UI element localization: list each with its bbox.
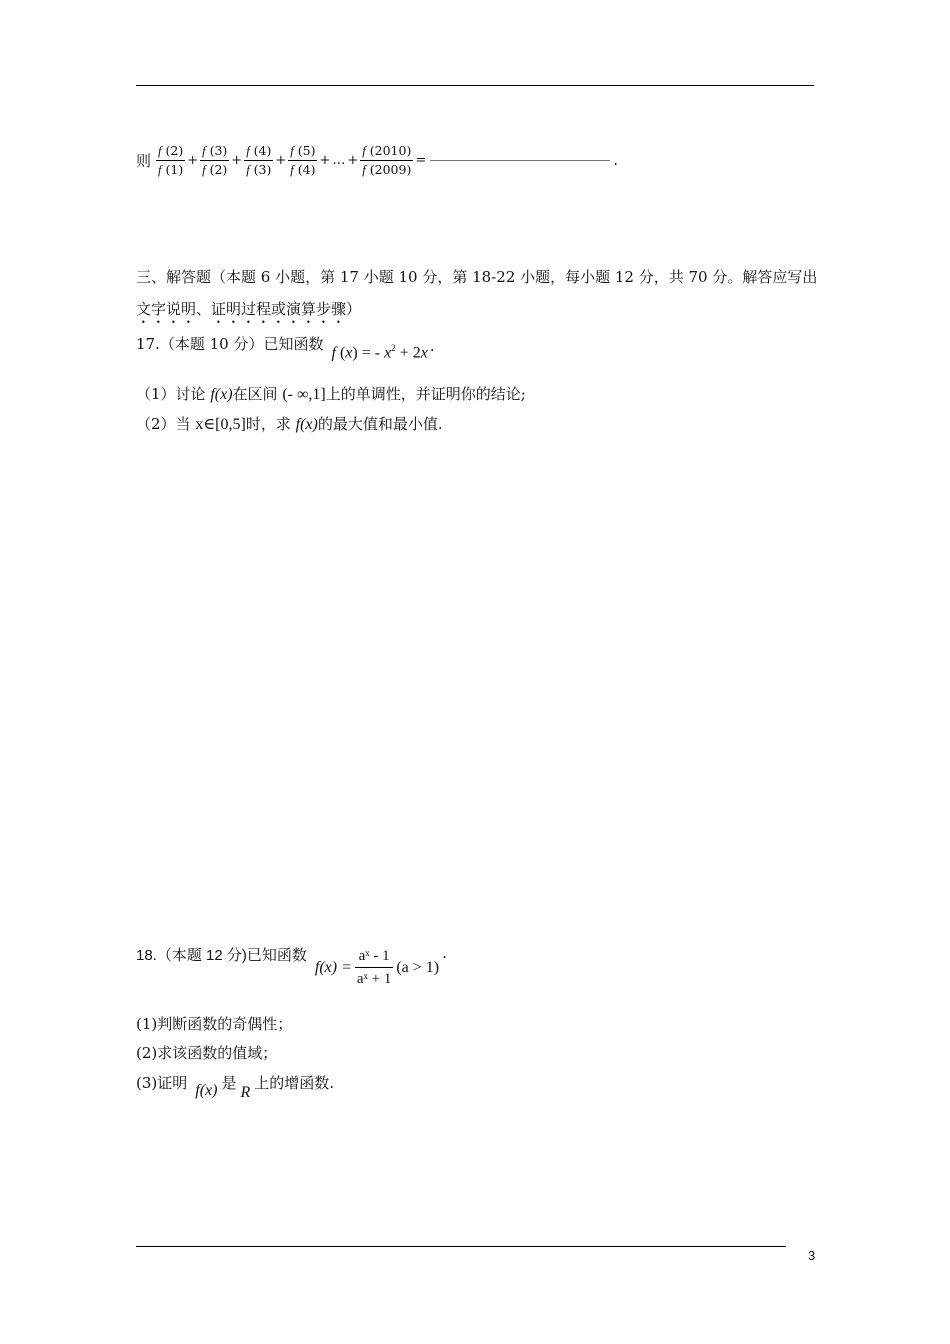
footer-rule — [136, 1246, 786, 1247]
q17-part1-interval: (- ∞,1] — [282, 386, 326, 403]
fraction-num: (4) — [253, 142, 272, 158]
fraction-num: (2010) — [369, 142, 412, 158]
answer-blank — [430, 159, 610, 161]
q17-part1-lead: （1）讨论 — [136, 385, 206, 403]
q17-part2-lead: （2）当 — [136, 415, 191, 433]
fraction-den: (2009) — [369, 161, 412, 177]
fraction-den: (4) — [297, 161, 316, 177]
fraction-term-1: $\frac{f (2)}{f (1)}$ — [158, 142, 184, 177]
q17-part1-fx: f(x) — [210, 386, 233, 403]
q17-part1 — [136, 383, 526, 404]
q17-stem: 17.（本题 10 分）已知函数 f (x) = - $x^2 + 2x$ . — [136, 335, 435, 362]
q18-part3-R: R — [240, 1084, 251, 1101]
fraction-term-last: $\frac{f (2010)}{f (2009)}$ — [362, 142, 412, 177]
fraction-den: (2) — [209, 161, 228, 177]
q17-label: 17.（本题 10 分）已知函数 — [136, 335, 324, 353]
q18-part3-tail: 上的增函数. — [254, 1074, 335, 1092]
q17-part2-fx: f(x) — [295, 416, 318, 433]
fraction-term-2: $\frac{f (3)}{f (2)}$ — [202, 142, 228, 177]
q18-part3 — [136, 1072, 334, 1102]
q18-fraction-den: aˣ + 1 — [356, 971, 392, 987]
q18-stem: 18.（本题 12 分)已知函数 f(x) = $\frac{\text{aˣ - 1}}{\text{aˣ + 1}}$ (a > 1) . — [136, 944, 447, 987]
q17-part1-tail: 上的单调性，并证明你的结论; — [325, 385, 526, 403]
q18-part3-is: 是 — [221, 1074, 237, 1092]
fraction-den: (3) — [253, 161, 272, 177]
fraction-num: (2) — [165, 142, 184, 158]
fraction-sum-line: 则 $\frac{f (2)}{f (1)}$ + $\frac{f (3)}{f (2)}$ + $\frac{f (4)}{f (3)}$ + $\frac{f (5)}{f (4)}$ + … + $\frac{f (2010)}{f (2009)}$ = . — [136, 142, 619, 177]
fraction-term-3: $\frac{f (4)}{f (3)}$ — [246, 142, 272, 177]
q18-function-lhs: f(x) = — [314, 958, 352, 976]
section-header-close: ） — [346, 300, 362, 318]
q18-part3-fx: f(x) — [195, 1082, 218, 1099]
q17-part2-tail: 的最大值和最小值. — [317, 415, 443, 433]
page-number: 3 — [808, 1248, 816, 1263]
q18-fraction — [355, 946, 393, 989]
q18-fraction-num: aˣ - 1 — [355, 946, 393, 968]
q18-part2: (2)求该函数的值域； — [136, 1044, 278, 1062]
q17-part2-condition: x∈[0,5] — [195, 416, 246, 433]
sum-ellipsis: … — [332, 152, 346, 168]
section-header-line2 — [136, 298, 361, 327]
q17-function: f (x) = - $x^2 + 2x$ — [331, 343, 428, 362]
q17-part2-mid: 时，求 — [245, 415, 291, 433]
q18-function-cond: (a > 1) — [396, 958, 440, 976]
fraction-den: (1) — [165, 161, 184, 177]
sum-equals: = — [415, 152, 427, 168]
header-rule — [136, 85, 814, 86]
fraction-term-4: $\frac{f (5)}{f (4)}$ — [290, 142, 316, 177]
q17-part1-mid: 在区间 — [232, 385, 278, 403]
q18-part3-lead: (3)证明 — [136, 1074, 188, 1092]
q18-function — [315, 946, 439, 989]
section-header-line1: 三、解答题（本题 6 小题，第 17 小题 10 分，第 18-22 小题，每小题 12 分，共 70 分。解答应写出 — [136, 268, 818, 286]
fraction-num: (5) — [297, 142, 316, 158]
sum-end: . — [613, 151, 619, 169]
q18-label: 18.（本题 12 分)已知函数 — [136, 947, 307, 964]
q17-part2 — [136, 413, 443, 434]
fraction-num: (3) — [209, 142, 228, 158]
sum-lead: 则 — [136, 151, 152, 170]
section-header-emphasis: 文字说明、证明过程或演算步骤 — [136, 300, 347, 318]
q18-part1: (1)判断函数的奇偶性； — [136, 1015, 293, 1033]
